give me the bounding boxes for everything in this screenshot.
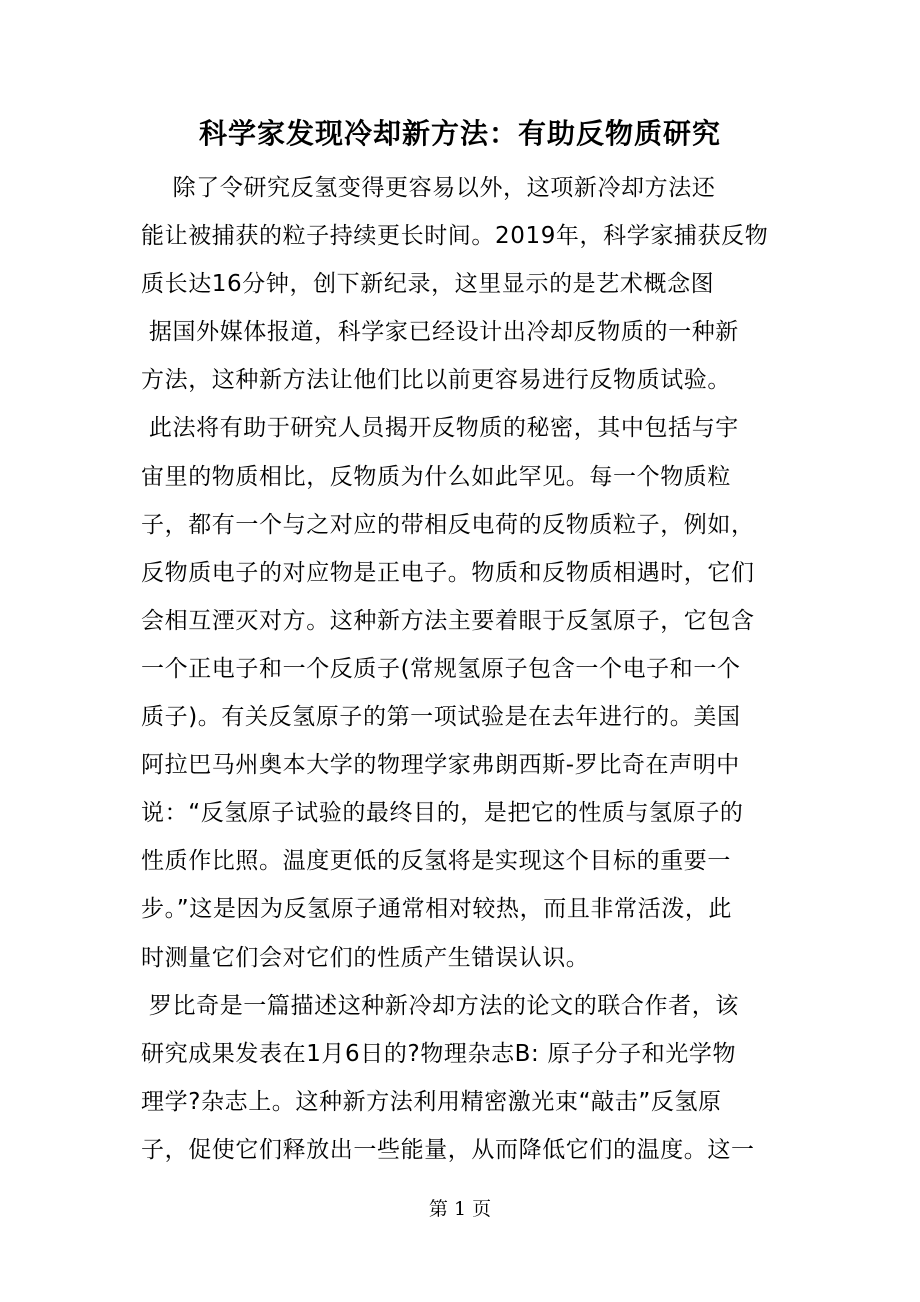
body-line: 据国外媒体报道，科学家已经设计出冷却反物质的一种新: [141, 319, 739, 346]
body-line: 子，都有一个与之对应的带相反电荷的反物质粒子，例如，: [141, 511, 755, 538]
body-line: 步。”这是因为反氢原子通常相对较热，而且非常活泼，此: [141, 896, 733, 923]
body-line: 除了令研究反氢变得更容易以外，这项新冷却方法还: [141, 175, 716, 201]
body-line: 阿拉巴马州奥本大学的物理学家弗朗西斯-罗比奇在声明中: [141, 752, 740, 779]
body-line: 一个正电子和一个反质子(常规氢原子包含一个电子和一个: [141, 655, 741, 682]
article-body: [141, 164, 801, 1174]
body-line: 质长达16分钟，创下新纪录，这里显示的是艺术概念图: [141, 271, 715, 298]
page-title: 科学家发现冷却新方法：有助反物质研究: [198, 117, 721, 150]
body-line: 子，促使它们释放出一些能量，从而降低它们的温度。这一: [141, 1136, 755, 1163]
body-line: 理学?杂志上。这种新方法利用精密激光束“敲击”反氢原: [141, 1088, 722, 1115]
body-line: 宙里的物质相比，反物质为什么如此罕见。每一个物质粒: [141, 463, 731, 490]
body-line: 质子)。有关反氢原子的第一项试验是在去年进行的。美国: [141, 704, 741, 731]
body-line: 罗比奇是一篇描述这种新冷却方法的论文的联合作者，该: [141, 992, 739, 1019]
body-line: 会相互湮灭对方。这种新方法主要着眼于反氢原子，它包含: [141, 607, 755, 634]
body-line: 时测量它们会对它们的性质产生错误认识。: [141, 944, 590, 971]
body-line: 方法，这种新方法让他们比以前更容易进行反物质试验。: [141, 367, 731, 394]
body-line: 性质作比照。温度更低的反氢将是实现这个目标的重要一: [141, 848, 731, 875]
body-line: 说：“反氢原子试验的最终目的，是把它的性质与氢原子的: [141, 800, 744, 827]
page-number: 第 1 页: [428, 1198, 492, 1220]
body-line: 反物质电子的对应物是正电子。物质和反物质相遇时，它们: [141, 559, 755, 586]
body-line: 此法将有助于研究人员揭开反物质的秘密，其中包括与宇: [141, 415, 739, 442]
body-line: 研究成果发表在1月6日的?物理杂志B: 原子分子和光学物: [141, 1040, 737, 1067]
body-line: 能让被捕获的粒子持续更长时间。2019年，科学家捕获反物: [141, 223, 769, 250]
